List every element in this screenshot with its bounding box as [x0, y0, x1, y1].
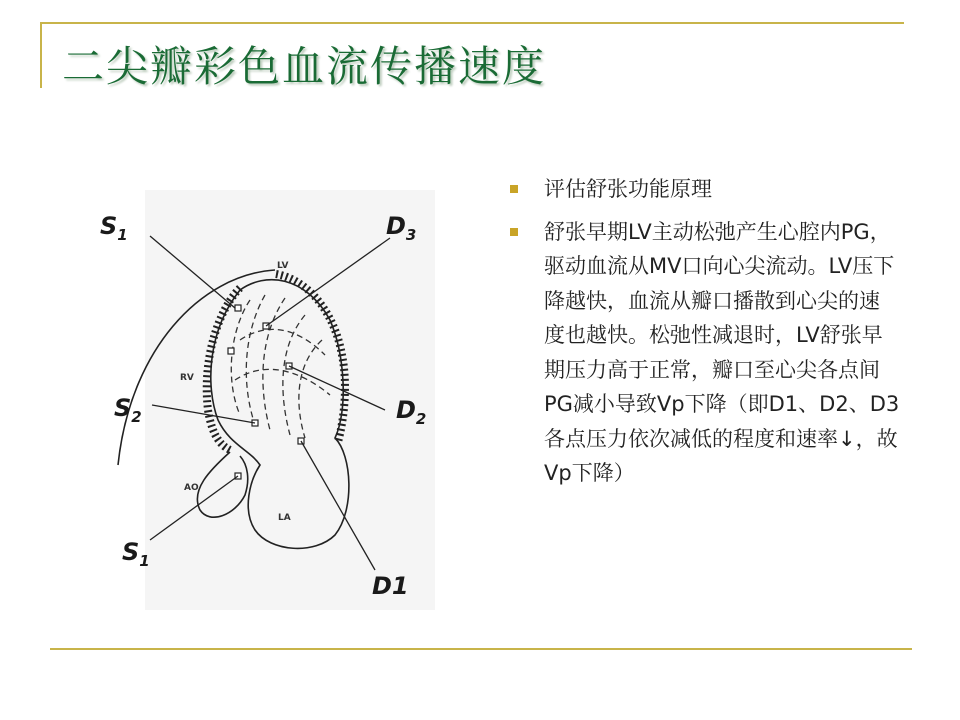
- bottom-rule: [50, 648, 912, 650]
- left-rule: [40, 22, 42, 88]
- bullet-square-icon: [510, 228, 518, 236]
- s1-top-label: $S_1$: [100, 212, 128, 244]
- bullet-text: 评估舒张功能原理: [544, 177, 712, 201]
- s2-label: $S_2$: [114, 394, 142, 426]
- slide-title: 二尖瓣彩色血流传播速度: [62, 42, 547, 91]
- bullet-item: [508, 172, 900, 207]
- scan-background: [145, 190, 435, 610]
- top-rule: [40, 22, 904, 24]
- bullet-list: [508, 172, 900, 499]
- d2-label: $D_2$: [396, 396, 427, 428]
- bullet-square-icon: [510, 185, 518, 193]
- ao-label: AO: [184, 483, 199, 493]
- s1-bottom-label: $S_1$: [122, 538, 150, 570]
- heart-flow-diagram: [90, 180, 450, 620]
- bullet-item: [508, 215, 900, 491]
- la-label: LA: [278, 513, 291, 523]
- d1-label: D1: [372, 572, 409, 600]
- d3-label: $D_3$: [386, 212, 417, 244]
- lv-label: LV: [277, 261, 289, 271]
- rv-label: RV: [180, 373, 194, 383]
- bullet-text: 舒张早期LV主动松弛产生心腔内PG，驱动血流从MV口向心尖流动。LV压下降越快，血流从瓣口播散到心尖的速度也越快。松弛性减退时，LV舒张早期压力高于正常，瓣口至心尖各点间PG减小导致Vp下降（即D1、D2、D3各点压力依次减低的程度和速率↓，故Vp下降）: [544, 219, 900, 485]
